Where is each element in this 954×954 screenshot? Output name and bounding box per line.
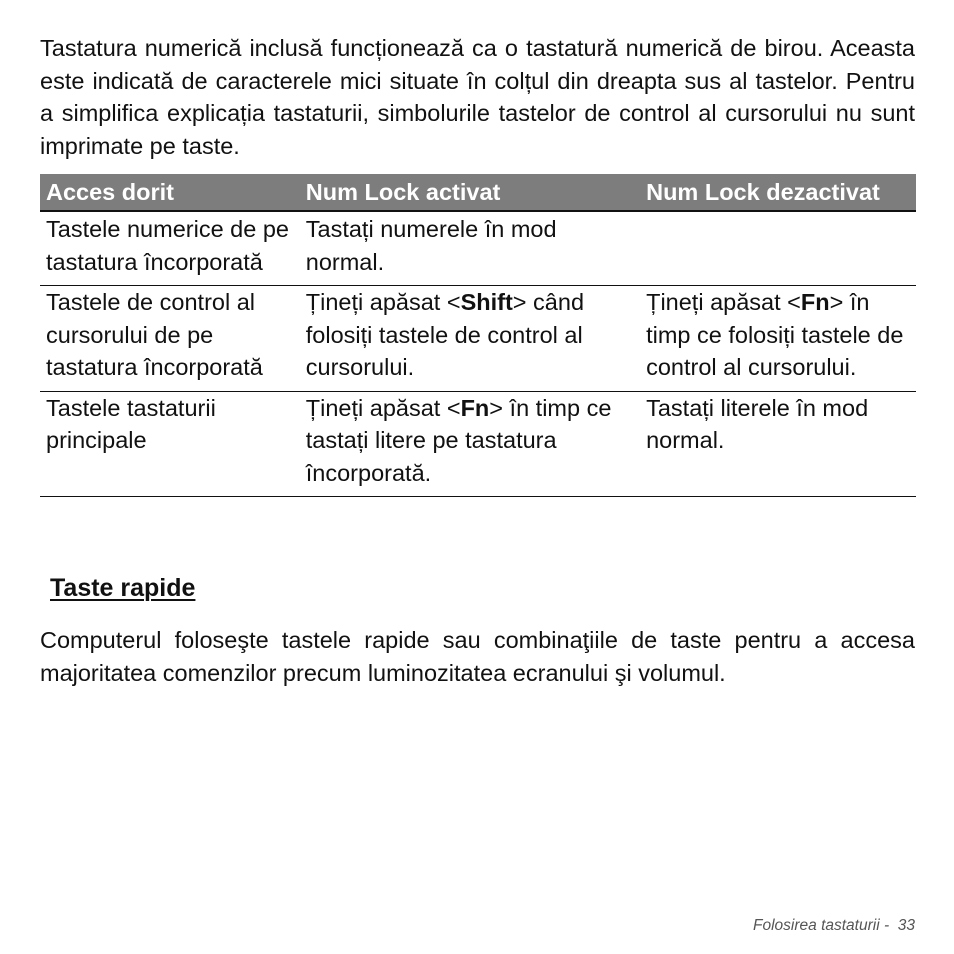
footer-text: Folosirea tastaturii - [753,917,890,934]
key-name: Fn [800,289,830,315]
page-number: 33 [897,917,915,934]
numeric-keypad-table [40,174,916,497]
cell-numlock-off [640,211,916,286]
key-name: Shift [460,289,513,315]
cell-text: > în timp ce tastați litere pe tastatura încorporată. [305,394,612,486]
table-row [40,286,916,392]
cell-text: > în timp ce folosiți tastele de control al cursorului. [646,289,904,380]
cell-numlock-off: Tastați literele în mod normal. [640,391,916,497]
hotkeys-paragraph: Computerul foloseşte tastele rapide sau combinaţiile de taste pentru a accesa majoritatea comenzilor precum luminozitatea ecranului şi volumul. [40,627,915,686]
cell-numlock-off [640,286,916,392]
intro-paragraph: Tastatura numerică inclusă funcționează ca o tastatură numerică de birou. Aceasta este indicată de caracterele mici situate în colțul din dreapta sus al tastelor. Pentru a simplifica explicația tastaturii, simbolurile tastelor de control al cursorului nu sunt imprimate pe taste. [40,35,915,159]
page-footer [753,917,915,935]
cell-access: Tastele numerice de pe tastatura încorporată [40,211,300,286]
key-name: Fn [460,394,490,421]
header-access: Acces dorit [40,174,300,211]
cell-numlock-on: Tastați numerele în mod normal. [300,211,640,286]
table-row [40,211,916,286]
section-title: Taste rapide [50,574,196,602]
table-header-row [40,174,916,211]
table-row [40,391,916,497]
cell-text: Țineți apăsat < [305,289,461,315]
header-numlock-off: Num Lock dezactivat [640,174,916,211]
cell-text: > când folosiți tastele de control al cursorului. [305,289,585,380]
header-numlock-on: Num Lock activat [300,174,640,211]
cell-text: Țineți apăsat < [646,289,801,315]
cell-numlock-on [300,391,640,497]
cell-text: Țineți apăsat < [305,394,461,421]
cell-access: Tastele tastaturii principale [40,391,300,497]
cell-numlock-on [300,286,640,392]
cell-access: Tastele de control al cursorului de pe tastatura încorporată [40,286,300,392]
